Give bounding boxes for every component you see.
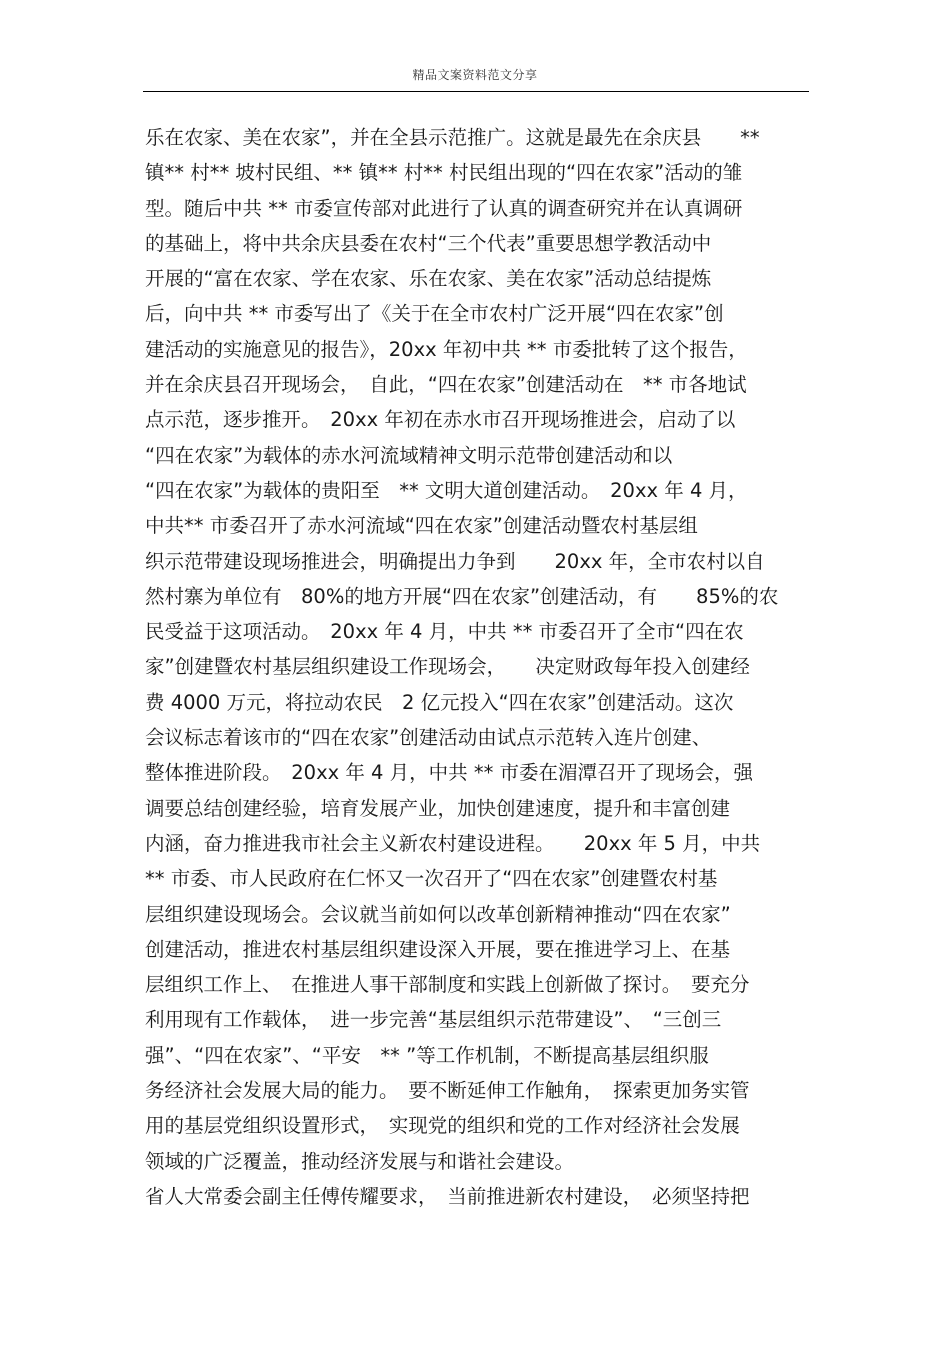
text-line: 会议标志着该市的“四在农家”创建活动由试点示范转入连片创建、	[145, 726, 712, 750]
text-line: 织示范带建设现场推进会，明确提出力争到 20xx 年，全市农村以自	[145, 549, 765, 573]
text-line: ** 市委、市人民政府在仁怀又一次召开了“四在农家”创建暨农村基	[145, 867, 718, 891]
text-line: 建活动的实施意见的报告》，20xx 年初中共 ** 市委批转了这个报告，	[145, 337, 748, 361]
text-line: 民受益于这项活动。 20xx 年 4 月，中共 ** 市委召开了全市“四在农	[145, 620, 744, 644]
text-line: 镇** 村** 坡村民组、** 镇** 村** 村民组出现的“四在农家”活动的雏	[145, 161, 743, 185]
page-header: 精品文案资料范文分享	[412, 68, 538, 82]
document-body	[145, 120, 815, 1214]
header-rule	[143, 91, 809, 92]
text-line: 用的基层党组织设置形式， 实现党的组织和党的工作对经济社会发展	[145, 1114, 740, 1138]
text-line: 然村寨为单位有 80%的地方开展“四在农家”创建活动，有 85%的农	[145, 584, 779, 608]
text-line: 费 4000 万元，将拉动农民 2 亿元投入“四在农家”创建活动。这次	[145, 690, 734, 714]
text-line: 调要总结创建经验，培育发展产业，加快创建速度，提升和丰富创建	[145, 796, 731, 820]
text-line: 创建活动，推进农村基层组织建设深入开展，要在推进学习上、在基	[145, 937, 731, 961]
text-line: 中共** 市委召开了赤水河流域“四在农家”创建活动暨农村基层组	[145, 514, 698, 538]
text-line-paragraph-start: 省人大常委会副主任傅传耀要求， 当前推进新农村建设， 必须坚持把	[145, 1184, 750, 1208]
text-line: “四在农家”为载体的贵阳至 ** 文明大道创建活动。 20xx 年 4 月，	[145, 478, 748, 502]
text-line: 层组织建设现场会。会议就当前如何以改革创新精神推动“四在农家”	[145, 902, 731, 926]
text-line: 领域的广泛覆盖，推动经济发展与和谐社会建设。	[145, 1149, 575, 1173]
text-line: 务经济社会发展大局的能力。 要不断延伸工作触角， 探索更加务实管	[145, 1079, 750, 1103]
text-line: 家”创建暨农村基层组织建设工作现场会， 决定财政每年投入创建经	[145, 655, 750, 679]
text-line: 层组织工作上、 在推进人事干部制度和实践上创新做了探讨。 要充分	[145, 973, 750, 997]
text-line: 内涵，奋力推进我市社会主义新农村建设进程。 20xx 年 5 月，中共	[145, 831, 761, 855]
text-line: 利用现有工作载体， 进一步完善“基层组织示范带建设”、 “三创三	[145, 1008, 722, 1032]
text-line: 后，向中共 ** 市委写出了《关于在全市农村广泛开展“四在农家”创	[145, 302, 724, 326]
text-line: 点示范，逐步推开。 20xx 年初在赤水市召开现场推进会，启动了以	[145, 408, 736, 432]
text-line: “四在农家”为载体的赤水河流域精神文明示范带创建活动和以	[145, 443, 673, 467]
text-line: 乐在农家、美在农家”，并在全县示范推广。这就是最先在余庆县 **	[145, 126, 760, 149]
text-line: 开展的“富在农家、学在农家、乐在农家、美在农家”活动总结提炼	[145, 267, 712, 291]
text-line: 型。随后中共 ** 市委宣传部对此进行了认真的调查研究并在认真调研	[145, 196, 743, 220]
text-line: 的基础上，将中共余庆县委在农村“三个代表”重要思想学教活动中	[145, 231, 712, 255]
text-line: 整体推进阶段。 20xx 年 4 月，中共 ** 市委在湄潭召开了现场会，强	[145, 761, 754, 785]
text-line: 强”、“四在农家”、“平安 ** ”等工作机制，不断提高基层组织服	[145, 1043, 709, 1067]
text-line: 并在余庆县召开现场会， 自此，“四在农家”创建活动在 ** 市各地试	[145, 373, 747, 397]
